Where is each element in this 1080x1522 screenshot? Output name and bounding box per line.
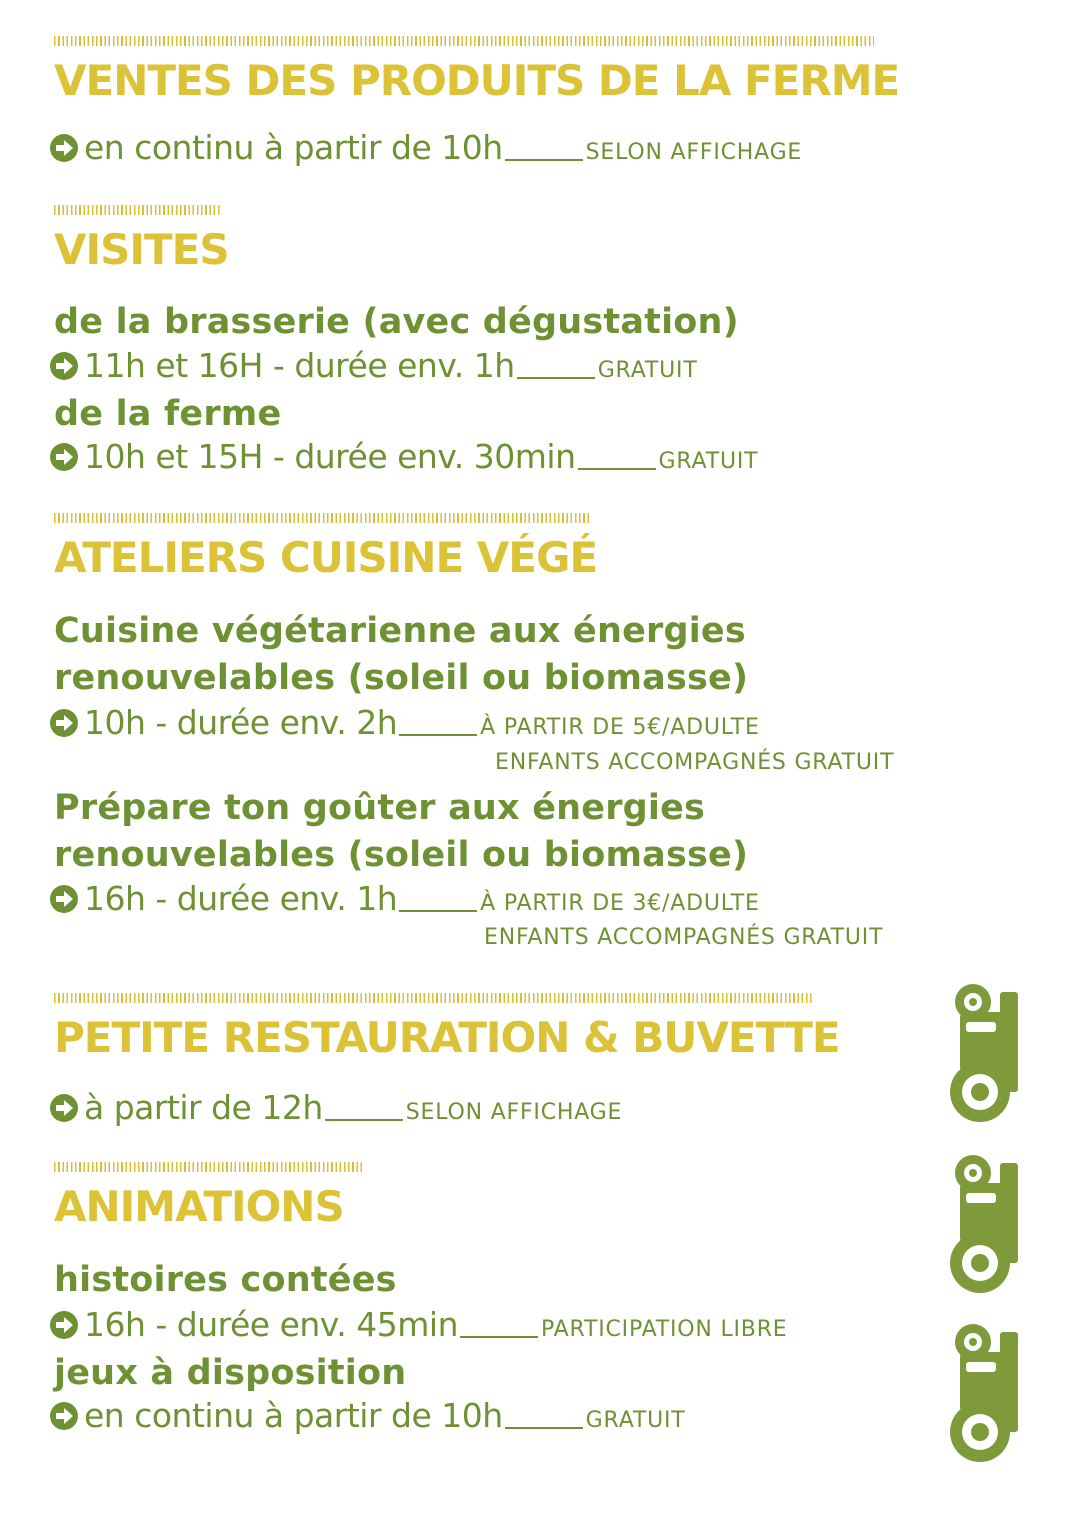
section-title-ventes: VENTES DES PRODUITS DE LA FERME	[54, 56, 900, 105]
activity-title: de la brasserie (avec dégustation)	[54, 302, 739, 342]
schedule-time: 11h et 16H - durée env. 1h	[84, 346, 515, 385]
schedule-time: 10h - durée env. 2h	[84, 703, 398, 742]
schedule-price: GRATUIT	[585, 1408, 686, 1433]
section-title-visites: VISITES	[54, 225, 229, 274]
arrow-right-circle-icon	[50, 709, 78, 737]
section-title-restauration: PETITE RESTAURATION & BUVETTE	[54, 1013, 840, 1062]
section-title-animations: ANIMATIONS	[54, 1182, 344, 1231]
leader-line	[399, 734, 477, 736]
schedule-line	[50, 1305, 787, 1344]
schedule-line	[50, 1396, 686, 1435]
schedule-line	[50, 879, 760, 918]
activity-title: renouvelables (soleil ou biomasse)	[54, 658, 749, 698]
tractor-icon	[940, 1153, 1030, 1303]
section-divider	[54, 1162, 364, 1172]
schedule-line	[50, 128, 802, 167]
leader-line	[460, 1336, 538, 1338]
schedule-price: SELON AFFICHAGE	[585, 140, 803, 165]
schedule-time: en continu à partir de 10h	[84, 128, 503, 167]
schedule-line	[50, 437, 758, 476]
schedule-price: SELON AFFICHAGE	[405, 1100, 623, 1125]
schedule-price-note: ENFANTS ACCOMPAGNÉS GRATUIT	[484, 925, 884, 950]
section-divider	[54, 36, 874, 46]
activity-title: jeux à disposition	[54, 1353, 407, 1393]
schedule-price: PARTICIPATION LIBRE	[540, 1317, 788, 1342]
arrow-right-circle-icon	[50, 134, 78, 162]
arrow-right-circle-icon	[50, 443, 78, 471]
schedule-time: 16h - durée env. 45min	[84, 1305, 458, 1344]
arrow-right-circle-icon	[50, 885, 78, 913]
arrow-right-circle-icon	[50, 1094, 78, 1122]
leader-line	[325, 1119, 403, 1121]
activity-title: Prépare ton goûter aux énergies	[54, 788, 706, 828]
section-divider	[54, 205, 220, 215]
schedule-time: 10h et 15H - durée env. 30min	[84, 437, 576, 476]
schedule-line	[50, 703, 760, 742]
arrow-right-circle-icon	[50, 1311, 78, 1339]
section-divider	[54, 993, 814, 1003]
tractor-icon	[940, 982, 1030, 1132]
tractor-icon	[940, 1322, 1030, 1472]
schedule-time: à partir de 12h	[84, 1088, 323, 1127]
arrow-right-circle-icon	[50, 352, 78, 380]
activity-title: de la ferme	[54, 394, 282, 434]
schedule-line	[50, 346, 698, 385]
leader-line	[399, 910, 477, 912]
schedule-price: GRATUIT	[597, 358, 698, 383]
section-title-ateliers: ATELIERS CUISINE VÉGÉ	[54, 533, 598, 582]
activity-title: histoires contées	[54, 1260, 397, 1300]
schedule-line	[50, 1088, 622, 1127]
section-divider	[54, 513, 590, 523]
schedule-price: À PARTIR DE 5€/ADULTE	[480, 715, 760, 740]
arrow-right-circle-icon	[50, 1402, 78, 1430]
leader-line	[505, 159, 583, 161]
schedule-price: GRATUIT	[658, 449, 759, 474]
schedule-price: À PARTIR DE 3€/ADULTE	[480, 891, 760, 916]
activity-title: Cuisine végétarienne aux énergies	[54, 611, 746, 651]
schedule-time: 16h - durée env. 1h	[84, 879, 398, 918]
leader-line	[578, 468, 656, 470]
schedule-time: en continu à partir de 10h	[84, 1396, 503, 1435]
leader-line	[505, 1427, 583, 1429]
schedule-price-note: ENFANTS ACCOMPAGNÉS GRATUIT	[495, 750, 895, 775]
leader-line	[517, 377, 595, 379]
activity-title: renouvelables (soleil ou biomasse)	[54, 835, 749, 875]
